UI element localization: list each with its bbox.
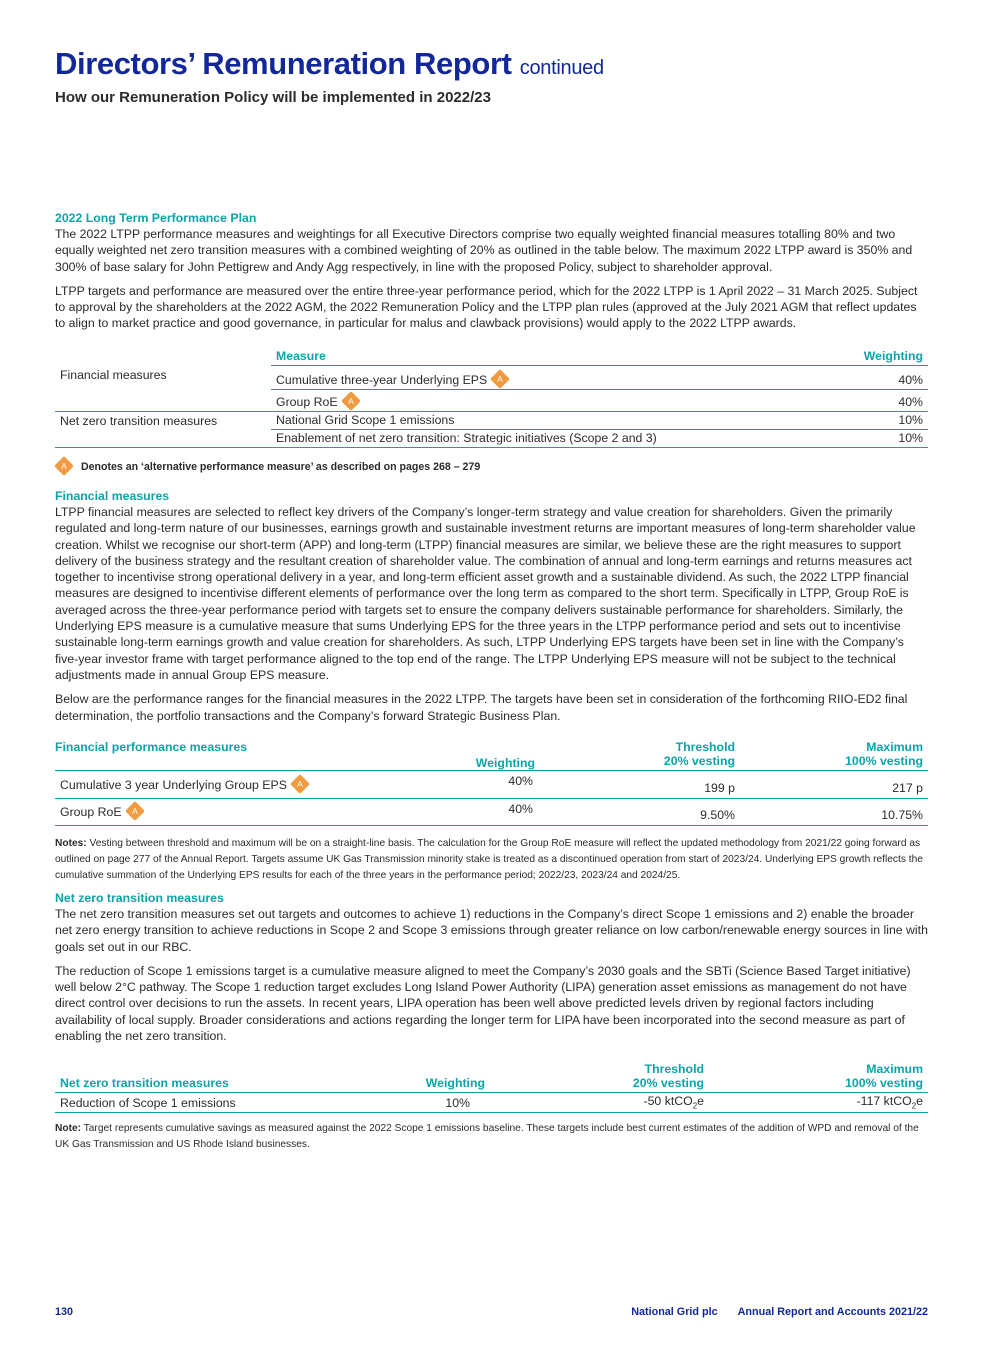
financial-heading: Financial measures	[55, 489, 170, 503]
apm-legend: A Denotes an ‘alternative performance measure’ as described on pages 268 – 279	[55, 461, 928, 473]
table-row: Enablement of net zero transition: Strategic initiatives (Scope 2 and 3)	[271, 429, 829, 447]
group-net-zero: Net zero transition measures	[60, 413, 218, 428]
apm-badge-icon: A	[54, 456, 74, 476]
nz-row-measure: Reduction of Scope 1 emissions	[55, 1093, 355, 1113]
page-number: 130	[55, 1306, 74, 1318]
fin-row-threshold: 9.50%	[540, 799, 740, 826]
table-row: National Grid Scope 1 emissions	[271, 411, 829, 429]
fin-row-weighting: 40%	[355, 771, 540, 799]
footer-text	[631, 1306, 928, 1318]
table-row: Cumulative three-year Underlying EPS A	[271, 365, 829, 389]
footer-company: National Grid plc	[631, 1306, 718, 1318]
ltpp-heading: 2022 Long Term Performance Plan	[55, 211, 257, 225]
row-weighting: 40%	[829, 365, 928, 389]
fin-col-measures: Financial performance measures	[55, 740, 248, 754]
net-zero-section	[55, 890, 928, 1044]
measures-col-weighting: Weighting	[829, 347, 928, 365]
ltpp-section	[55, 210, 928, 332]
financial-paragraph-1: LTPP financial measures are selected to reflect key drivers of the Company’s longer-term strategy and value creation for shareholders. Given the primarily regulated and long-term nature of our businesses, earnings growth and sustainable investment returns are important measures of long-term shareholder value creation. Whilst we recognise our short-term (APP) and long-term (LTPP) financial measures are similar, we believe these are the right measures to support delivery of the business strategy and the resultant creation of shareholder value. The combination of annual and long-term earnings and returns measures act together to incentivise strong operational delivery in a year, and long-term efficient asset growth and a sustainable dividend. As such, the 2022 LTPP financial measures are designed to incentivise different elements of performance over the long term as compared to the short term. Specifically in LTPP, Group RoE is averaged across the three-year performance period with targets set to ensure the company delivers sustainable performance for shareholders. Similarly, the Underlying EPS measure is a cumulative measure that sums Underlying EPS for the three years in the LTPP performance period and sets out to incentivise sustainable long-term earnings growth and value creation for shareholders. As such, LTPP Underlying EPS targets have been set in line with the Company’s five-year investor frame with target performance aligned to the top end of the range. The LTPP Underlying EPS measure will not be subject to the technical adjustments made in annual Group EPS measure.	[55, 505, 916, 682]
group-financial: Financial measures	[60, 368, 167, 382]
title-suffix: continued	[519, 57, 604, 79]
fin-col-threshold: Threshold 20% vesting	[540, 740, 740, 771]
table-row: Cumulative 3 year Underlying Group EPS A 40% 199 p 217 p	[55, 771, 928, 799]
apm-badge-icon: A	[341, 391, 361, 411]
nz-row-threshold: -50 ktCO$_2$e	[490, 1093, 709, 1113]
row-weighting: 40%	[829, 389, 928, 411]
fin-col-weighting: Weighting	[355, 740, 540, 771]
nz-row-maximum: -117 ktCO$_2$e	[709, 1093, 928, 1113]
financial-section	[55, 488, 928, 724]
fin-row-weighting: 40%	[355, 799, 540, 826]
measures-col-measure: Measure	[271, 347, 829, 365]
financial-paragraph-2: Below are the performance ranges for the financial measures in the 2022 LTPP. The targets have been set in consideration of the forthcoming RIIO-ED2 final determination, the portfolio transactions and the Company’s forward Strategic Business Plan.	[55, 692, 908, 723]
nz-col-maximum: Maximum 100% vesting	[709, 1062, 928, 1093]
page-title: Directors’ Remuneration Report continued	[55, 46, 604, 81]
nz-col-weighting: Weighting	[355, 1062, 490, 1093]
net-zero-paragraph-2: The reduction of Scope 1 emissions target is a cumulative measure aligned to meet the Company’s 2030 goals and the SBTi (Science Based Target initiative) well below 2°C pathway. The Scope 1 reduction target excludes Long Island Power Authority (LIPA) generation asset emissions as management do not have direct control over decisions to run the assets. In recent years, LIPA operation has been well above predicted levels driven by regional factors including availability of local supply. Broader considerations and actions regarding the longer term for LIPA have been incorporated into the second measure as part of enabling the net zero transition.	[55, 963, 911, 1044]
table-row: Group RoE A 40% 9.50% 10.75%	[55, 799, 928, 826]
financial-performance-table	[55, 740, 928, 826]
net-zero-table	[55, 1062, 928, 1113]
net-zero-heading: Net zero transition measures	[55, 891, 224, 905]
apm-badge-icon: A	[290, 774, 310, 794]
apm-badge-icon: A	[125, 801, 145, 821]
fin-row-maximum: 10.75%	[740, 799, 928, 826]
net-zero-paragraph-1: The net zero transition measures set out targets and outcomes to achieve 1) reductions in the Company’s direct Scope 1 emissions and 2) enable the broader net zero energy transition to achieve reductions in Scope 2 and Scope 3 emissions through greater reliance on low carbon/renewable energy sources in line with goals set out in our RBC.	[55, 907, 928, 954]
page-subtitle: How our Remuneration Policy will be implemented in 2022/23	[55, 89, 491, 106]
nz-col-measures: Net zero transition measures	[55, 1062, 355, 1093]
fin-row-threshold: 199 p	[540, 771, 740, 799]
footer-report: Annual Report and Accounts 2021/22	[737, 1306, 928, 1318]
table-row	[55, 1093, 928, 1113]
ltpp-paragraph-2: LTPP targets and performance are measured over the entire three-year performance period, which for the 2022 LTPP is 1 April 2022 – 31 March 2025. Subject to approval by the shareholders at the 2022 AGM, the 2022 Remuneration Policy and the LTPP plan rules (approved at the July 2021 AGM that reflect updates to align to market practice and good governance, in particular for malus and clawback provisions) would apply to the 2022 LTPP awards.	[55, 283, 918, 331]
fin-col-maximum: Maximum 100% vesting	[740, 740, 928, 771]
measures-table	[55, 347, 928, 448]
apm-badge-icon: A	[490, 369, 510, 389]
row-weighting: 10%	[829, 411, 928, 429]
row-weighting: 10%	[829, 429, 928, 447]
nz-col-threshold: Threshold 20% vesting	[490, 1062, 709, 1093]
table-row: Group RoE A	[271, 389, 829, 411]
notes-net-zero: Note: Target represents cumulative savings as measured against the 2022 Scope 1 emissions baseline. These targets include best current estimates of the addition of WPD and removal of the UK Gas Transmission and US Rhode Island businesses.	[55, 1123, 919, 1150]
nz-row-weighting: 10%	[355, 1093, 490, 1113]
notes-financial: Notes: Vesting between threshold and maximum will be on a straight-line basis. The calculation for the Group RoE measure will reflect the updated methodology from 2021/22 going forward as outlined on page 277 of the Annual Report. Targets assume UK Gas Transmission minority stake is treated as a discontinued operation from start of 2023/24. Underlying EPS growth reflects the cumulative summation of the Underlying EPS results for each of the three years in the performance period; 2022/23, 2023/24 and 2024/25.	[55, 838, 923, 881]
ltpp-paragraph-1: The 2022 LTPP performance measures and weightings for all Executive Directors comprise two equally weighted financial measures totalling 80% and two equally weighted net zero transition measures with a combined weighting of 20% as outlined in the table below. The maximum 2022 LTPP award is 350% and 300% of base salary for John Pettigrew and Andy Agg respectively, in line with the proposed Policy, subject to shareholder approval.	[55, 227, 913, 274]
page	[55, 0, 928, 1365]
fin-row-maximum: 217 p	[740, 771, 928, 799]
